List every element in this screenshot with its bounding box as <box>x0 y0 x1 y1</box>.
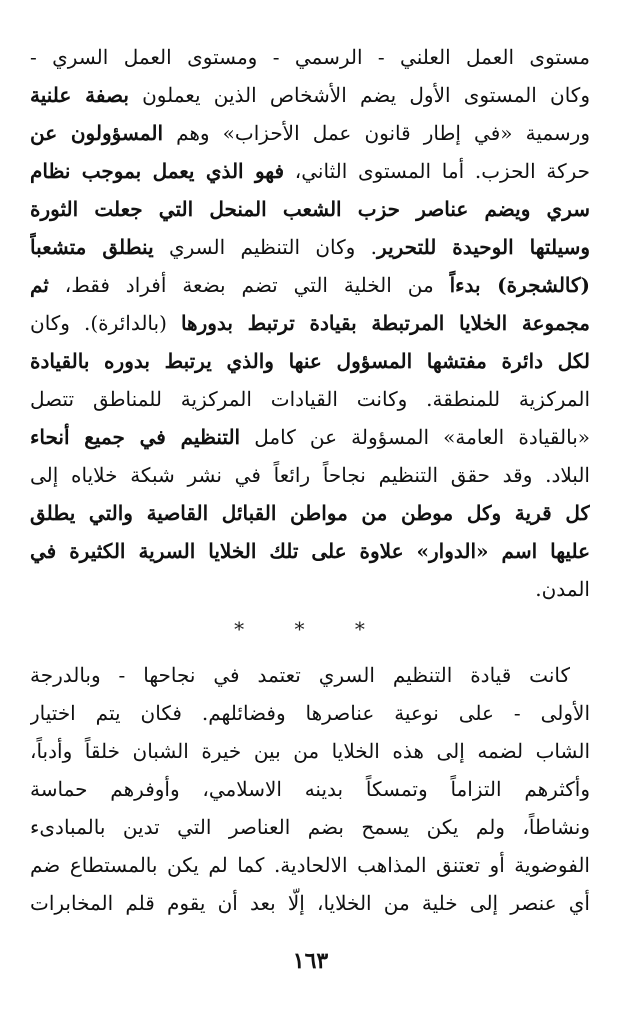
page-number: ١٦٣ <box>292 948 329 974</box>
text-line: الأولى - على نوعية عناصرها وفضائلهم. فكان يتم اختيار <box>30 701 590 725</box>
text-line: البلاد. وقد حقق التنظيم نجاحاً رائعاً في نشر شبكة خلاياه إلى <box>30 463 590 487</box>
text-line: عليها اسم «الدوار» علاوة على تلك الخلايا السرية الكثيرة في <box>30 539 590 563</box>
text-line: مجموعة الخلايا المرتبطة بقيادة ترتبط بدورها (بالدائرة). وكان <box>30 311 590 335</box>
text-line: الشاب لضمه إلى هذه الخلايا من بين خيرة الشبان خلقاً وأدباً، <box>30 739 590 763</box>
text-line: كانت قيادة التنظيم السري تعتمد في نجاحها - وبالدرجة <box>30 663 570 687</box>
text-line: حركة الحزب. أما المستوى الثاني، فهو الذي يعمل بموجب نظام <box>30 159 590 183</box>
text-line: وكان المستوى الأول يضم الأشخاص الذين يعملون بصفة علنية <box>30 83 590 107</box>
text-line: الفوضوية أو تعتنق المذاهب الالحادية. كما لم يكن بالمستطاع ضم <box>30 853 590 877</box>
text-line: وأكثرهم التزاماً وتمسكاً بدينه الاسلامي، وأوفرهم حماسة <box>30 777 590 801</box>
text-line: سري ويضم عناصر حزب الشعب المنحل التي جعلت الثورة <box>30 197 590 221</box>
text-line: وسيلتها الوحيدة للتحرير. وكان التنظيم السري ينطلق متشعباً <box>30 235 590 259</box>
text-line: لكل دائرة مفتشها المسؤول عنها والذي يرتبط بدوره بالقيادة <box>30 349 590 373</box>
text-line: كل قرية وكل موطن من مواطن القبائل القاصية والتي يطلق <box>30 501 590 525</box>
text-line: ورسمية «في إطار قانون عمل الأحزاب» وهم المسؤولون عن <box>30 121 590 145</box>
text-line: «بالقيادة العامة» المسؤولة عن كامل التنظيم في جميع أنحاء <box>30 425 590 449</box>
text-line: (كالشجرة) بدءاً من الخلية التي تضم بضعة أفراد فقط، ثم <box>30 273 590 297</box>
text-line: ونشاطاً، ولم يكن يسمح بضم العناصر التي تدين بالمبادىء <box>30 815 590 839</box>
text-line: أي عنصر إلى خلية من الخلايا، إلّا بعد أن يقوم قلم المخابرات <box>30 891 590 915</box>
section-separator: * * * <box>234 617 387 641</box>
text-line: المدن. <box>535 577 590 601</box>
text-line: مستوى العمل العلني - الرسمي - ومستوى العمل السري - <box>30 45 590 69</box>
text-line: المركزية للمنطقة. وكانت القيادات المركزية للمناطق تتصل <box>30 387 590 411</box>
